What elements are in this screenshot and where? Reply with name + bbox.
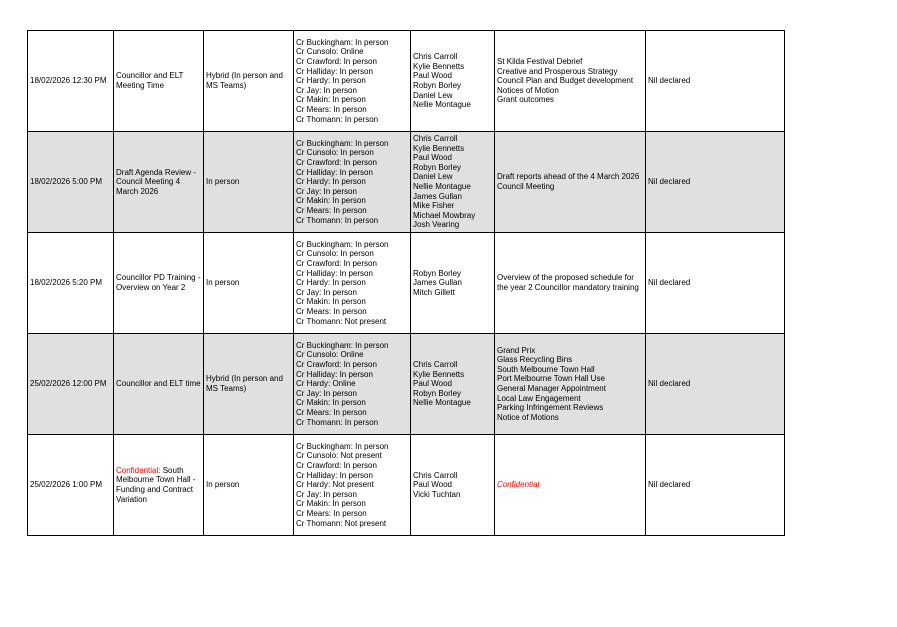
councillor-line: Cr Thomann: In person <box>296 114 379 124</box>
officer-line: Paul Wood <box>413 379 452 389</box>
councillor-line: Cr Buckingham: In person <box>296 37 389 47</box>
officers-attending <box>411 31 495 132</box>
councillor-line: Cr Jay: In person <box>296 489 357 499</box>
officer-line: Paul Wood <box>413 71 452 81</box>
councillor-line: Cr Thomann: Not present <box>296 316 387 326</box>
councillor-line: Cr Buckingham: In person <box>296 340 389 350</box>
councillor-line: Cr Hardy: In person <box>296 278 366 288</box>
officer-line: Chris Carroll <box>413 470 458 480</box>
officer-line: James Gullan <box>413 278 462 288</box>
meeting-title: Councillor and ELT time <box>114 334 204 435</box>
officer-line: James Gullan <box>413 191 462 201</box>
officer-line: Mike Fisher <box>413 201 455 211</box>
officer-line: Vicki Tuchtan <box>413 489 461 499</box>
councillors-attendance <box>294 435 411 536</box>
table-row <box>28 132 785 233</box>
meeting-datetime: 25/02/2026 1:00 PM <box>28 435 114 536</box>
matters-discussed <box>495 31 646 132</box>
table-row <box>28 31 785 132</box>
councillor-line: Cr Crawford: In person <box>296 360 377 370</box>
councillor-line: Cr Crawford: In person <box>296 57 377 67</box>
councillors-attendance <box>294 233 411 334</box>
matter-line: South Melbourne Town Hall <box>497 364 595 374</box>
meeting-title: Councillor PD Training - Overview on Year 2 <box>114 233 204 334</box>
councillor-line: Cr Hardy: Online <box>296 379 356 389</box>
councillor-line: Cr Mears: In person <box>296 104 367 114</box>
matter-line: St Kilda Festival Debrief <box>497 57 583 67</box>
matter-line: Grand Prix <box>497 345 536 355</box>
matters-discussed: Overview of the proposed schedule for the year 2 Councillor mandatory training <box>495 233 646 334</box>
meeting-title-text: South Melbourne Town Hall - Funding and Contract Variation <box>116 465 196 504</box>
councillor-line: Cr Cunsolo: Not present <box>296 451 382 461</box>
officer-line: Mitch Gillett <box>413 287 455 297</box>
matters-discussed: Draft reports ahead of the 4 March 2026 Council Meeting <box>495 132 646 233</box>
matters-discussed <box>495 334 646 435</box>
officer-line: Chris Carroll <box>413 360 458 370</box>
meeting-title: Councillor and ELT Meeting Time <box>114 31 204 132</box>
matter-line: Creative and Prosperous Strategy <box>497 66 618 76</box>
councillor-line: Cr Mears: In person <box>296 407 367 417</box>
matter-line: Notices of Motion <box>497 85 559 95</box>
councillor-line: Cr Hardy: In person <box>296 177 366 187</box>
matter-line: Local Law Engagement <box>497 393 581 403</box>
councillor-line: Cr Thomann: In person <box>296 215 379 225</box>
officer-line: Nellie Montague <box>413 398 471 408</box>
councillor-line: Cr Halliday: In person <box>296 66 373 76</box>
matter-line: Glass Recycling Bins <box>497 355 573 365</box>
councillors-attendance <box>294 334 411 435</box>
councillor-line: Cr Jay: In person <box>296 287 357 297</box>
matter-line: Parking Infringement Reviews <box>497 403 604 413</box>
officer-line: Robyn Borley <box>413 162 462 172</box>
councillor-line: Cr Cunsolo: Online <box>296 350 364 360</box>
table-row <box>28 233 785 334</box>
conflicts-of-interest: Nil declared <box>646 334 785 435</box>
councillor-line: Cr Makin: In person <box>296 196 366 206</box>
councillor-line: Cr Mears: In person <box>296 508 367 518</box>
confidential-label: Confidential: <box>116 465 161 475</box>
officer-line: Nellie Montague <box>413 100 471 110</box>
matter-line: Grant outcomes <box>497 95 554 105</box>
councillor-line: Cr Hardy: In person <box>296 76 366 86</box>
matter-line: Notice of Motions <box>497 412 559 422</box>
matters-discussed: Confidential <box>495 435 646 536</box>
meeting-format: In person <box>204 233 294 334</box>
table-row <box>28 334 785 435</box>
councillor-line: Cr Halliday: In person <box>296 268 373 278</box>
councillor-line: Cr Jay: In person <box>296 388 357 398</box>
councillor-line: Cr Thomann: In person <box>296 417 379 427</box>
councillor-line: Cr Makin: In person <box>296 297 366 307</box>
officer-line: Michael Mowbray <box>413 210 476 220</box>
meeting-format: Hybrid (In person and MS Teams) <box>204 31 294 132</box>
officers-attending <box>411 334 495 435</box>
councillor-line: Cr Cunsolo: In person <box>296 148 374 158</box>
officer-line: Chris Carroll <box>413 134 458 144</box>
councillor-line: Cr Jay: In person <box>296 85 357 95</box>
councillor-line: Cr Buckingham: In person <box>296 441 389 451</box>
councillor-line: Cr Halliday: In person <box>296 167 373 177</box>
officer-line: Robyn Borley <box>413 268 462 278</box>
councillor-line: Cr Crawford: In person <box>296 461 377 471</box>
conflicts-of-interest: Nil declared <box>646 132 785 233</box>
officer-line: Nellie Montague <box>413 182 471 191</box>
councillor-line: Cr Cunsolo: Online <box>296 47 364 57</box>
officers-attending <box>411 132 495 233</box>
matter-line: Port Melbourne Town Hall Use <box>497 374 605 384</box>
councillor-line: Cr Thomann: Not present <box>296 518 387 528</box>
meeting-datetime: 18/02/2026 5:00 PM <box>28 132 114 233</box>
officer-line: Chris Carroll <box>413 52 458 62</box>
matter-line: Council Plan and Budget development <box>497 76 634 86</box>
councillor-line: Cr Crawford: In person <box>296 158 377 168</box>
meeting-title <box>114 435 204 536</box>
officer-line: Robyn Borley <box>413 388 462 398</box>
councillor-line: Cr Buckingham: In person <box>296 138 389 148</box>
councillor-line: Cr Makin: In person <box>296 499 366 509</box>
meeting-format: Hybrid (In person and MS Teams) <box>204 334 294 435</box>
councillor-line: Cr Mears: In person <box>296 306 367 316</box>
meeting-format: In person <box>204 435 294 536</box>
councillor-line: Cr Halliday: In person <box>296 470 373 480</box>
councillor-line: Cr Cunsolo: In person <box>296 249 374 259</box>
officers-attending <box>411 233 495 334</box>
councillor-line: Cr Makin: In person <box>296 95 366 105</box>
table-row <box>28 435 785 536</box>
councillors-attendance <box>294 31 411 132</box>
councillors-attendance <box>294 132 411 233</box>
meeting-datetime: 18/02/2026 5:20 PM <box>28 233 114 334</box>
councillor-line: Cr Buckingham: In person <box>296 239 389 249</box>
officers-attending <box>411 435 495 536</box>
meeting-datetime: 18/02/2026 12:30 PM <box>28 31 114 132</box>
conflicts-of-interest: Nil declared <box>646 31 785 132</box>
councillor-line: Cr Halliday: In person <box>296 369 373 379</box>
councillor-line: Cr Crawford: In person <box>296 259 377 269</box>
officer-line: Josh Vearing <box>413 220 460 230</box>
meeting-title: Draft Agenda Review - Council Meeting 4 March 2026 <box>114 132 204 233</box>
officer-line: Kylie Bennetts <box>413 143 465 153</box>
officer-line: Daniel Lew <box>413 90 453 100</box>
meetings-table <box>27 30 785 536</box>
officer-line: Robyn Borley <box>413 81 462 90</box>
meeting-format: In person <box>204 132 294 233</box>
conflicts-of-interest: Nil declared <box>646 435 785 536</box>
officer-line: Kylie Bennetts <box>413 61 465 71</box>
officer-line: Paul Wood <box>413 480 452 490</box>
officer-line: Paul Wood <box>413 153 452 163</box>
matter-line: General Manager Appointment <box>497 384 606 393</box>
officer-line: Daniel Lew <box>413 172 453 182</box>
meeting-datetime: 25/02/2026 12:00 PM <box>28 334 114 435</box>
councillor-line: Cr Jay: In person <box>296 186 357 196</box>
councillor-line: Cr Hardy: Not present <box>296 480 374 490</box>
councillor-line: Cr Mears: In person <box>296 205 367 215</box>
councillor-line: Cr Makin: In person <box>296 398 366 408</box>
officer-line: Kylie Bennetts <box>413 369 465 379</box>
conflicts-of-interest: Nil declared <box>646 233 785 334</box>
